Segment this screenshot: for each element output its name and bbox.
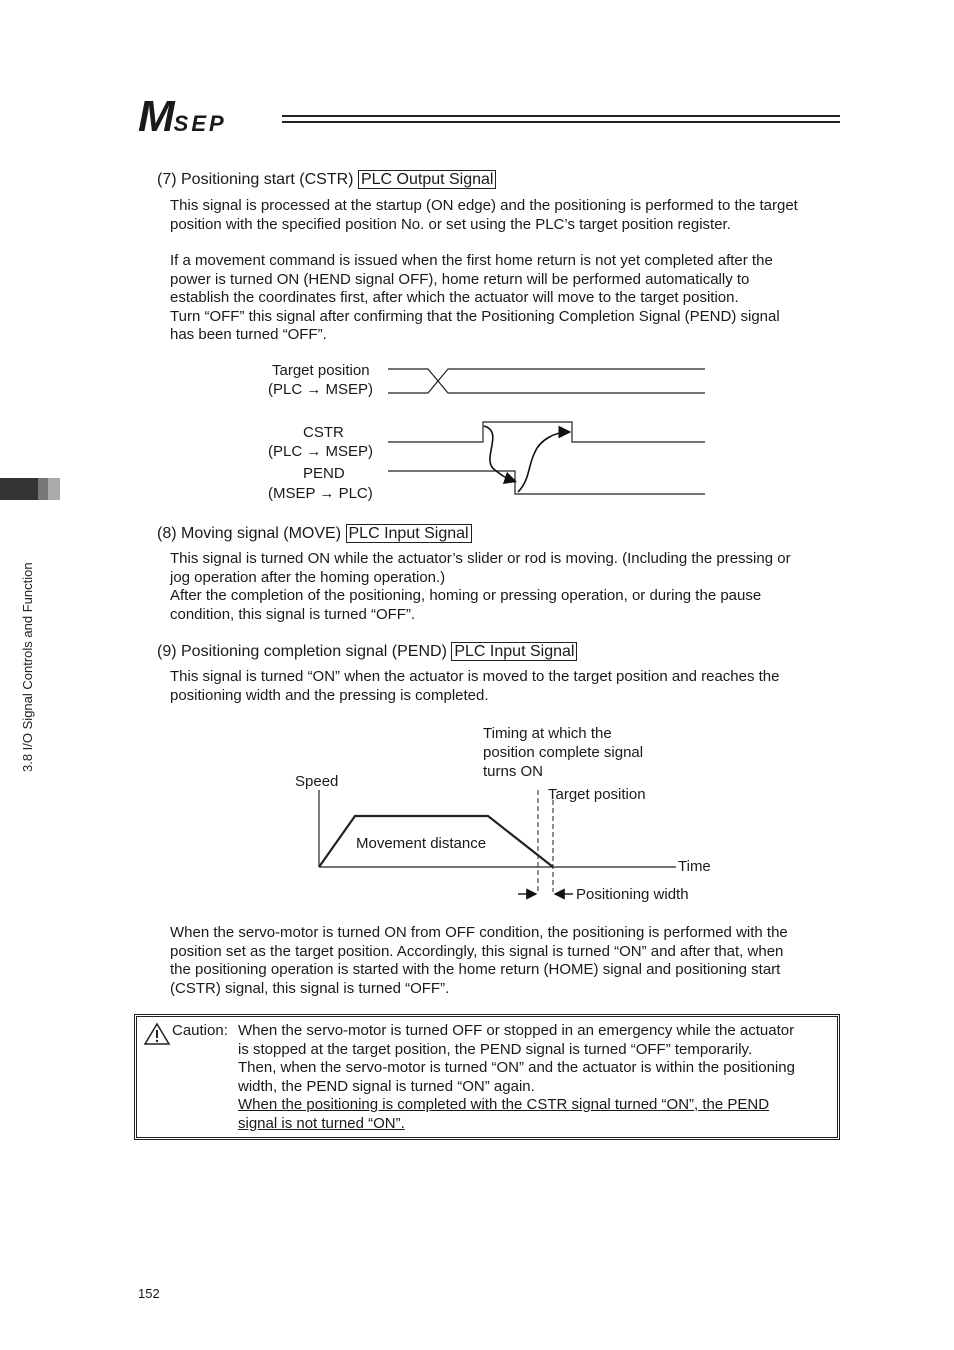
text-line: position complete signal: [483, 744, 644, 761]
side-tab-marker-light: [48, 478, 60, 500]
text-line: (CSTR) signal, this signal is turned “OFF”.: [170, 979, 450, 997]
timing-diagram: [380, 360, 720, 505]
text-line: establish the coordinates first, after which the actuator will move to the target position.: [170, 289, 739, 306]
speed-axis-label: Speed: [295, 773, 339, 790]
text-line: After the completion of the positioning, homing or pressing operation, or during the pause: [170, 587, 762, 604]
text-line-underlined: When the positioning is completed with the CSTR signal turned “ON”, the PEND: [238, 1096, 770, 1113]
section9-title: (9) Positioning completion signal (PEND): [157, 643, 447, 660]
speed-time-label: Time: [678, 858, 711, 875]
pend-to-cstr-arrow: [518, 432, 568, 492]
caution-text: [238, 1022, 836, 1133]
speed-profile: [319, 816, 553, 867]
timing-cstr-label: CSTR: [303, 424, 344, 441]
section9-heading: [157, 643, 577, 661]
text-line: width, the PEND signal is turned “ON” again.: [238, 1077, 535, 1095]
speed-diagram: [310, 780, 690, 905]
section7-para1: This signal is processed at the startup (ON edge) and the positioning is performed to the target position with the specified position No. or set using the PLC’s target position register.: [170, 197, 798, 233]
speed-positioning-width-label: Positioning width: [576, 886, 689, 903]
text-line: power is turned ON (HEND signal OFF), home return will be performed automatically to: [170, 270, 750, 288]
section8-title: (8) Moving signal (MOVE): [157, 525, 342, 542]
section8-signal-badge: PLC Input Signal: [346, 524, 472, 543]
section9-para: [170, 668, 842, 705]
speed-movement-distance-label: Movement distance: [356, 835, 487, 852]
speed-timing-note: [483, 724, 643, 781]
warning-icon: [143, 1022, 171, 1046]
caution-label: Caution:: [172, 1022, 228, 1039]
page-number: 152: [138, 1286, 160, 1301]
speed-target-position-label: Target position: [548, 786, 646, 803]
section7-signal-badge: PLC Output Signal: [358, 170, 497, 189]
timing-pend-direction: (MSEP → PLC): [268, 485, 373, 502]
text-line: If a movement command is issued when the first home return is not yet completed after the: [170, 252, 773, 269]
text-line: jog operation after the homing operation.): [170, 568, 446, 586]
pend-waveform: [388, 471, 705, 494]
side-tab-marker: [0, 478, 38, 500]
header-rule-top: [282, 115, 840, 117]
text-line: the positioning operation is started with the home return (HOME) signal and positioning start: [170, 961, 781, 978]
side-tab-marker-mid: [38, 478, 48, 500]
side-chapter-label: 3.8 I/O Signal Controls and Function: [20, 562, 35, 772]
msep-logo: [138, 92, 227, 142]
text-line: positioning width and the pressing is completed.: [170, 686, 489, 704]
timing-target-label: Target position: [272, 362, 370, 379]
target-bus-lower: [388, 369, 705, 393]
timing-target-direction: (PLC → MSEP): [268, 381, 374, 398]
cstr-to-pend-arrow: [484, 426, 514, 481]
text-line: turns ON: [483, 763, 544, 780]
logo-sep: SEP: [173, 111, 227, 136]
header-rule-bottom: [282, 121, 840, 123]
text-line: Timing at which the: [483, 725, 612, 742]
text-line: When the servo-motor is turned ON from OFF condition, the positioning is performed with the: [170, 924, 788, 941]
timing-cstr-direction: (PLC → MSEP): [268, 443, 374, 460]
text-line: Then, when the servo-motor is turned “ON” and the actuator is within the positioning: [238, 1059, 795, 1076]
text-line: This signal is turned ON while the actuator’s slider or rod is moving. (Including the pressing or: [170, 550, 791, 567]
text-line: has been turned “OFF”.: [170, 326, 327, 343]
text-line: position set as the target position. Accordingly, this signal is turned “ON” and after that, when: [170, 942, 784, 960]
section9-signal-badge: PLC Input Signal: [451, 642, 577, 661]
section9-after-para: [170, 924, 842, 998]
section7-para2: [170, 252, 842, 345]
section7-heading: [157, 171, 496, 189]
section8-para: [170, 550, 842, 624]
section7-title: (7) Positioning start (CSTR): [157, 171, 354, 188]
text-line: Turn “OFF” this signal after confirming that the Positioning Completion Signal (PEND) signal: [170, 307, 780, 325]
target-bus-upper: [388, 369, 705, 393]
logo-m: M: [138, 92, 174, 141]
text-line-underlined: signal is not turned “ON”.: [238, 1114, 405, 1132]
text-line: is stopped at the target position, the PEND signal is turned “OFF” temporarily.: [238, 1040, 753, 1058]
timing-pend-label: PEND: [303, 465, 345, 482]
section8-heading: [157, 525, 472, 543]
text-line: condition, this signal is turned “OFF”.: [170, 605, 416, 623]
text-line: When the servo-motor is turned OFF or stopped in an emergency while the actuator: [238, 1022, 795, 1039]
text-line: This signal is turned “ON” when the actuator is moved to the target position and reaches the: [170, 668, 780, 685]
